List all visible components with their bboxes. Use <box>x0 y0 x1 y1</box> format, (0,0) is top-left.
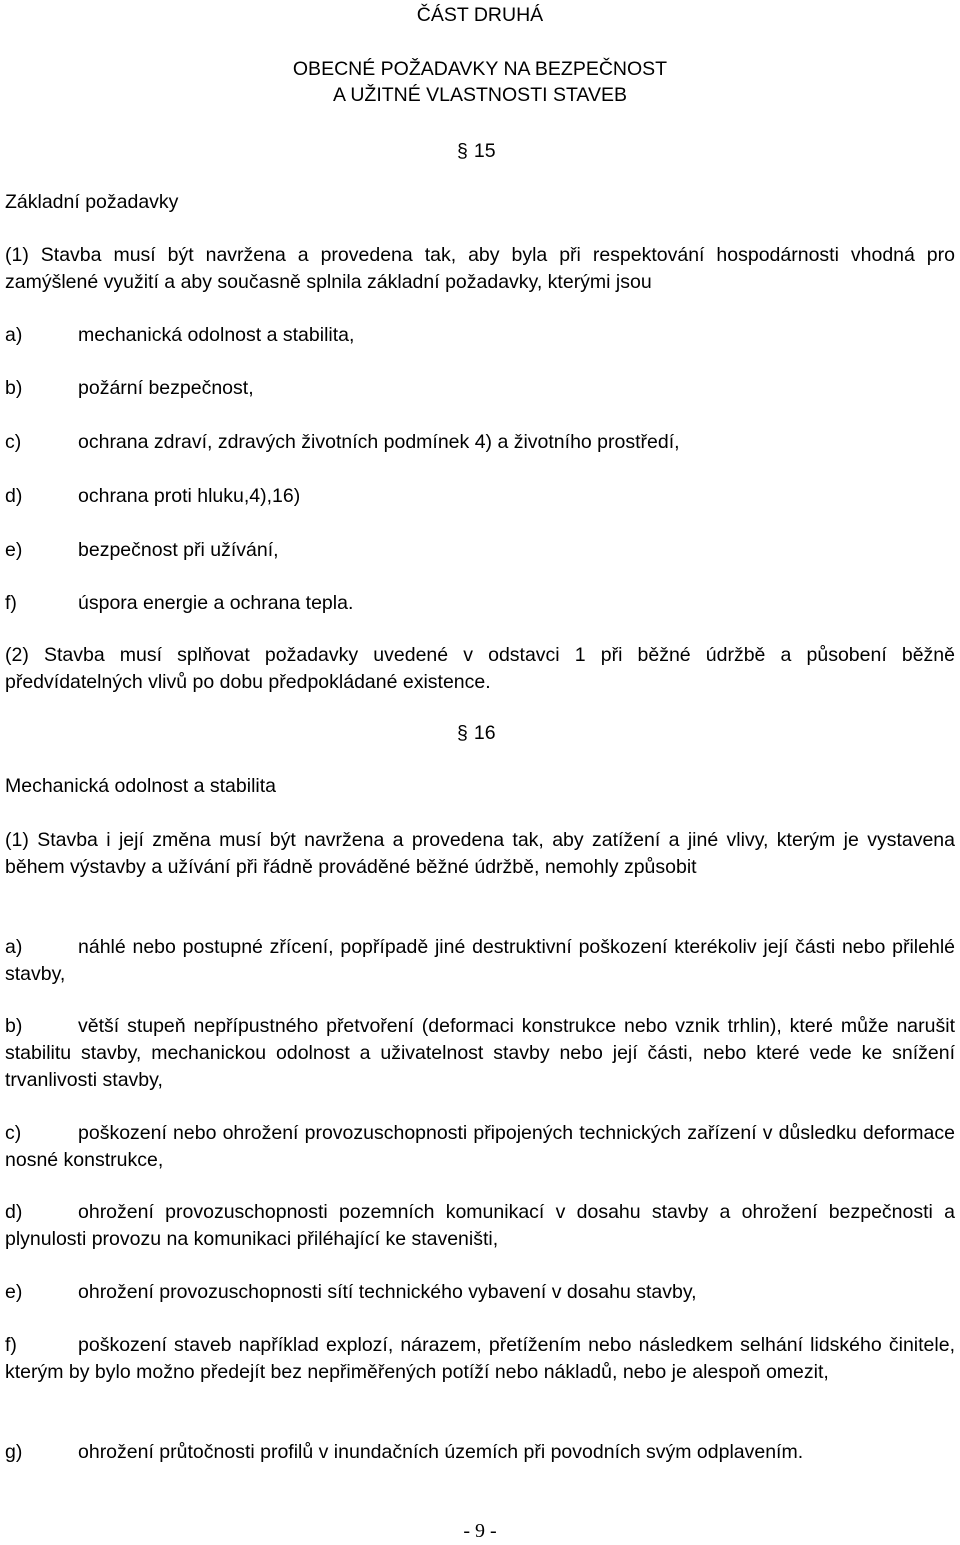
list-item <box>5 590 353 617</box>
list-item-label: b) <box>5 1015 23 1037</box>
section-number: 16 <box>473 722 496 744</box>
list-item-text: mechanická odolnost a stabilita, <box>78 324 355 346</box>
list-item <box>5 1013 955 1094</box>
list-item-label: a) <box>5 936 23 958</box>
section-16-heading: Mechanická odolnost a stabilita <box>5 775 276 797</box>
list-item <box>5 537 279 564</box>
part-title: ČÁST DRUHÁ <box>416 4 544 26</box>
list-item-label: e) <box>5 539 23 561</box>
list-item-text: požární bezpečnost, <box>78 377 254 399</box>
list-item-label: e) <box>5 1281 23 1303</box>
list-item <box>5 1279 697 1306</box>
section-15-paragraph-2: (2) Stavba musí splňovat požadavky uvedené v odstavci 1 při běžné údržbě a působení běžně předvídatelných vlivů po dobu předpokládané existence. <box>5 644 955 693</box>
list-item-label: g) <box>5 1441 23 1463</box>
list-item <box>5 429 680 456</box>
list-item-label: d) <box>5 485 23 507</box>
list-item-text: úspora energie a ochrana tepla. <box>78 592 354 614</box>
section-16-number <box>457 722 496 745</box>
list-item-label: c) <box>5 1122 22 1144</box>
list-item-label: f) <box>5 592 17 614</box>
list-item-text: větší stupeň nepřípustného přetvoření (deformaci konstrukce nebo vznik trhlin), které může narušit stabilitu stavby, mechanickou odolnost a uživatelnost stavby nebo její části, nebo které vede ke snížení trvanlivosti stavby, <box>5 1015 955 1091</box>
list-item-text: náhlé nebo postupné zřícení, popřípadě jiné destruktivní poškození kterékoliv její části nebo přilehlé stavby, <box>5 936 955 985</box>
list-item-label: c) <box>5 431 22 453</box>
section-15-heading: Základní požadavky <box>5 191 179 213</box>
list-item-text: bezpečnost při užívání, <box>78 539 279 561</box>
list-item-text: ochrana zdraví, zdravých životních podmínek 4) a životního prostředí, <box>78 431 680 453</box>
part-heading-line1: OBECNÉ POŽADAVKY NA BEZPEČNOST <box>292 58 668 80</box>
list-item-label: d) <box>5 1201 23 1223</box>
section-number: 15 <box>473 140 496 162</box>
section-symbol: § <box>457 722 468 744</box>
list-item-label: a) <box>5 324 23 346</box>
list-item-text: poškození staveb například explozí, nárazem, přetížením nebo následkem selhání lidského činitele, kterým by bylo možno předejít bez nepřiměřených potíží nebo nákladů, nebo je alespoň omezit, <box>5 1334 955 1383</box>
list-item <box>5 322 354 349</box>
list-item-text: ohrožení provozuschopnosti sítí technického vybavení v dosahu stavby, <box>78 1281 697 1303</box>
list-item-text: ohrožení průtočnosti profilů v inundačních územích při povodních svým odplavením. <box>78 1441 804 1463</box>
page-number: - 9 - <box>463 1520 497 1542</box>
list-item-text: poškození nebo ohrožení provozuschopnosti připojených technických zařízení v důsledku deformace nosné konstrukce, <box>5 1122 955 1171</box>
section-symbol: § <box>457 140 468 162</box>
section-16-paragraph-1: (1) Stavba i její změna musí být navržena a provedena tak, aby zatížení a jiné vlivy, kterým je vystavena během výstavby a užívání při řádně prováděné běžné údržbě, nemohly způsobit <box>5 829 955 878</box>
section-15-paragraph-1: (1) Stavba musí být navržena a provedena tak, aby byla při respektování hospodárnosti vhodná pro zamýšlené využití a aby současně splnila základní požadavky, kterými jsou <box>5 244 955 293</box>
list-item <box>5 1120 955 1174</box>
list-item-text: ochrana proti hluku,4),16) <box>78 485 301 507</box>
section-15-number <box>457 140 496 163</box>
part-heading-line2: A UŽITNÉ VLASTNOSTI STAVEB <box>332 84 627 106</box>
list-item-label: b) <box>5 377 23 399</box>
list-item <box>5 1439 803 1466</box>
list-item <box>5 934 955 988</box>
list-item <box>5 375 254 402</box>
list-item-text: ohrožení provozuschopnosti pozemních komunikací v dosahu stavby a ohrožení bezpečnosti a plynulosti provozu na komunikaci přiléhající ke staveništi, <box>5 1201 955 1250</box>
list-item-label: f) <box>5 1334 17 1356</box>
list-item <box>5 483 300 510</box>
list-item <box>5 1332 955 1386</box>
list-item <box>5 1199 955 1253</box>
